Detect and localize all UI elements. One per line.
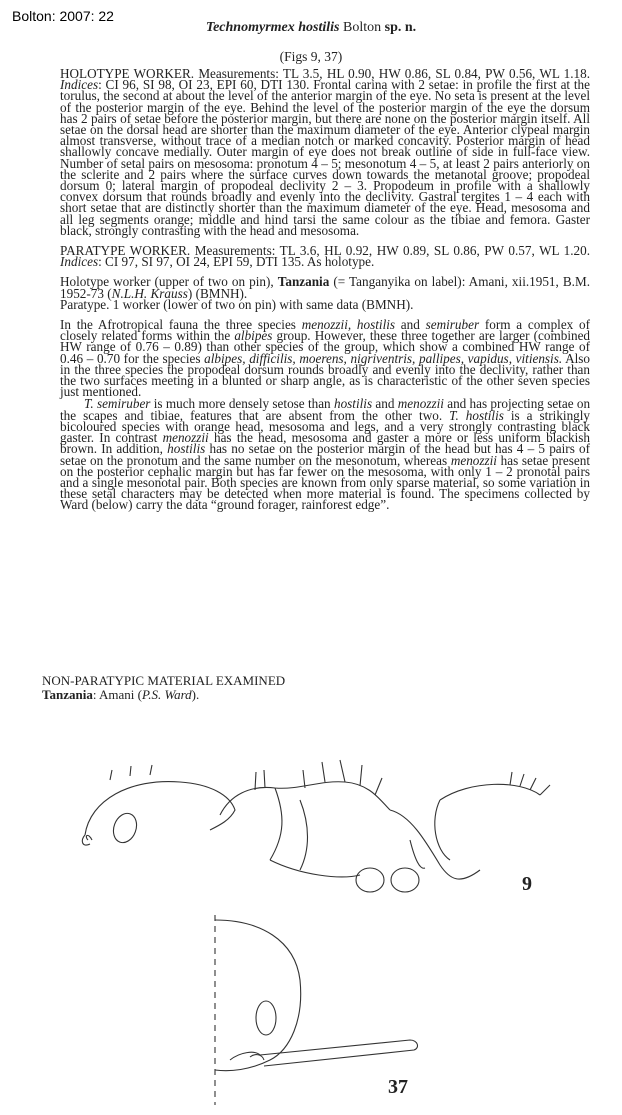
discussion-paragraph-1: In the Afrotropical fauna the three species menozzii, hostilis and semiruber form a complex of closely related forms within the albipes group. However, these three together are larger (combined HW range of 0.76 – 0.89) than other species of the group, which show a combined HW range of 0.46 – 0.70 for the species albipes, difficilis, moerens, nigriventris, pallipes, vapidus, vitiensis. Also in the three species the propodeal dorsum rounds broadly and evenly into the declivity, rather than the two surfaces meeting in a blunted or sharp angle, as is characteristic of the other seven species just mentioned.: [60, 317, 591, 400]
paratype-paragraph: PARATYPE WORKER. Measurements: TL 3.6, HL 0.92, HW 0.89, SL 0.86, PW 0.57, WL 1.20. Indices: CI 97, SI 97, OI 24, EPI 59, DTI 135. As holotype.: [60, 243, 591, 270]
genus-name: Technomyrmex: [205, 20, 295, 35]
figure-37-label: 37: [388, 1076, 408, 1098]
species-name: hostilis: [298, 20, 340, 35]
species-title: [0, 20, 622, 36]
figure-9-label: 9: [522, 873, 532, 895]
discussion-paragraph-2: T. semiruber is much more densely setose than hostilis and menozzii and has projecting setae on the scapes and tibiae, features that are absent from the other two. T. hostilis is a strikingly bicoloured species with orange head, mesosoma and legs, and a very strongly contrasting black gaster. In contrast menozzii has the head, mesosoma and gaster a more or less uniform blackish brown. In addition, hostilis has no setae on the posterior margin of the head but has 4 – 5 pairs of setae on the pronotum and the same number on the mesonotum, whereas menozzii has setae present on the posterior cephalic margin but has far fewer on the mesosoma, with only 1 – 2 pronotal pairs and a single mesonotal pair. Both species are known from only sparse material, so some variation in these setal characters may be detected when more material is found. The specimens collected by Ward (below) carry the data “ground forager, rainforest edge”.: [60, 396, 591, 513]
figure-reference: (Figs 9, 37): [279, 49, 343, 64]
holotype-heading: HOLOTYPE WORKER.: [60, 66, 195, 81]
holotype-paragraph: HOLOTYPE WORKER. Measurements: TL 3.5, HL 0.90, HW 0.86, SL 0.84, PW 0.56, WL 1.18. Indices: CI 96, SI 98, OI 23, EPI 60, DTI 130. Frontal carina with 2 setae: in profile the first at the torulus, the second at about the level of the anterior margin of the eye. No seta is present at the level of the posterior margin of the eye. Behind the level of the posterior margin of the eye the dorsum has 2 pairs of setae before the posterior margin, but there are none on the posterior margin itself. All setae on the dorsal head are shorter than the maximum diameter of the eye. Anterior clypeal margin almost transverse, without trace of a median notch or marked concavity. Posterior margin of head shallowly concave medially. Outer margin of eye does not break outline of side in full-face view. Number of setal pairs on mesosoma: pronotum 4 – 5; mesonotum 4 – 5, at least 2 pairs anteriorly on the sclerite and 2 pairs where the surface curves down towards the metanotal groove; propodeal dorsum 0; lateral margin of propodeal declivity 2 – 3. Propodeum in profile with a shallowly convex dorsum that rounds broadly and evenly into the declivity. Gastral tergites 1 – 4 each with short setae that are distinctly shorter than the maximum diameter of the eye. Head, mesosoma and all leg segments orange; middle and hind tarsi the same colour as the tibiae and femora. Gaster black, strongly contrasting with the head and mesosoma.: [60, 66, 591, 238]
page-source-label: Bolton: 2007: 22: [12, 8, 114, 24]
paratype-heading: PARATYPE WORKER.: [60, 243, 191, 259]
main-text: [60, 68, 590, 520]
nonparatypic-section: NON-PARATYPIC MATERIAL EXAMINED Tanzania: Amani (P.S. Ward).: [42, 673, 286, 702]
figure-9-ant-profile-drawing: [70, 740, 560, 910]
status-label: sp. n.: [384, 20, 417, 35]
nonparatypic-heading: NON-PARATYPIC MATERIAL EXAMINED: [42, 673, 286, 688]
material-paragraph: Holotype worker (upper of two on pin), Tanzania (= Tanganyika on label): Amani, xii.1951, B.M. 1952-73 (N.L.H. Krauss) (BMNH). Paratype. 1 worker (lower of two on pin) with same data (BMNH).: [60, 274, 590, 312]
author-name: Bolton: [343, 20, 382, 35]
